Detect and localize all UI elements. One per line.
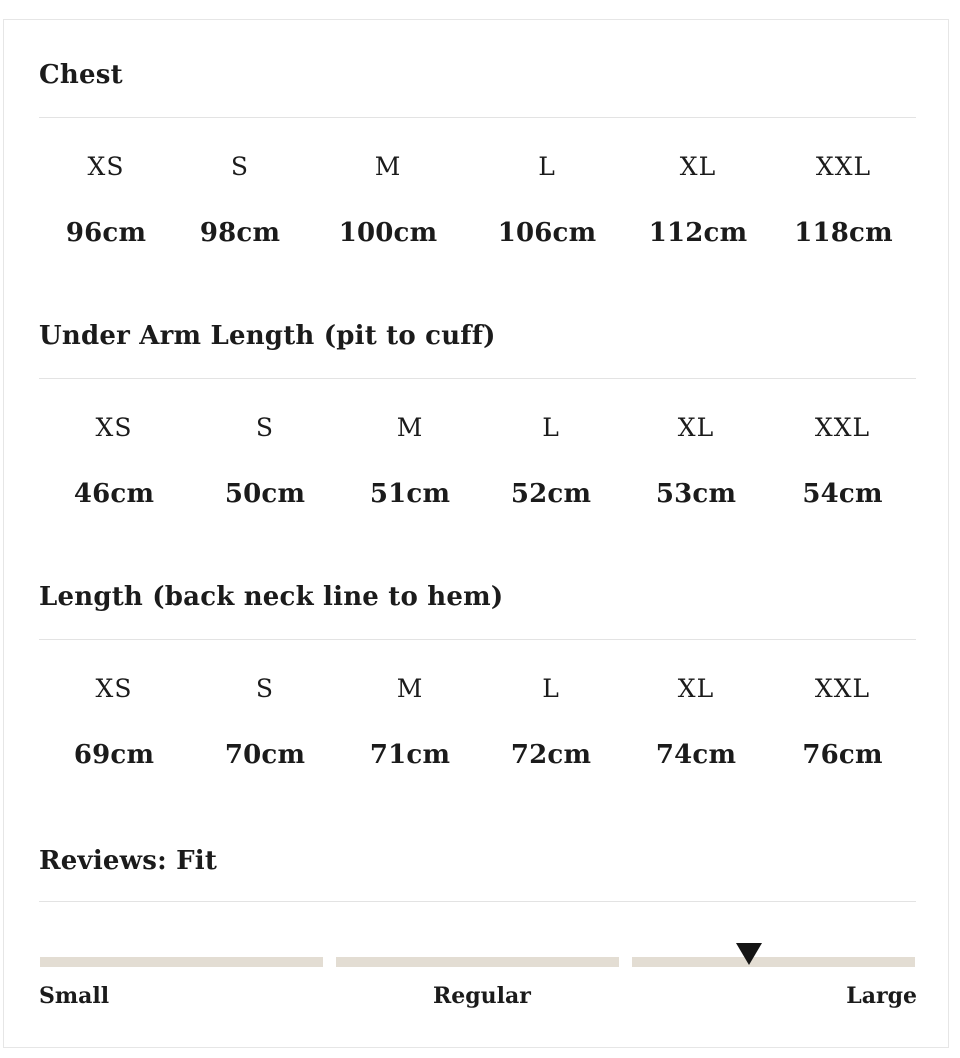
size-value: 106cm [497,218,597,248]
size-label: M [396,413,424,442]
size-label: L [538,152,556,181]
size-col-m [341,379,479,513]
size-col-xs [39,379,189,513]
size-value: 70cm [224,740,306,770]
size-label: XXL [814,413,871,442]
section-divider [39,901,916,902]
size-label: S [230,152,250,181]
size-label: XS [95,413,133,442]
size-col-xl [623,379,769,513]
size-col-l [479,640,623,774]
size-label: XXL [815,152,872,181]
size-col-m [307,118,469,252]
size-label: S [255,674,275,703]
size-col-s [189,640,341,774]
fit-bar-large [632,957,915,967]
size-label: L [542,674,560,703]
fit-label-regular: Regular [433,983,531,1009]
size-col-l [479,379,623,513]
size-col-xl [625,118,771,252]
size-value: 96cm [65,218,147,248]
size-value: 74cm [655,740,737,770]
size-value: 53cm [655,479,737,509]
size-value: 46cm [73,479,155,509]
size-value: 118cm [794,218,893,248]
size-value: 50cm [224,479,306,509]
size-label: M [374,152,402,181]
size-value: 52cm [510,479,592,509]
size-col-xs [39,118,173,252]
size-label: L [542,413,560,442]
size-col-xs [39,640,189,774]
size-value: 71cm [369,740,451,770]
size-label: M [396,674,424,703]
section-title: Chest [39,60,123,90]
size-label: XS [87,152,125,181]
size-col-m [341,640,479,774]
fit-rating-marker-icon [736,943,762,965]
size-label: S [255,413,275,442]
size-label: XL [677,674,715,703]
section-title: Length (back neck line to hem) [39,582,504,612]
size-table [39,640,916,774]
size-col-xxl [769,379,916,513]
size-col-s [189,379,341,513]
size-col-xxl [771,118,916,252]
fit-bar-regular [336,957,619,967]
size-value: 100cm [338,218,438,248]
fit-label-small: Small [39,983,110,1009]
size-value: 98cm [199,218,281,248]
size-value: 72cm [510,740,592,770]
size-table [39,379,916,513]
size-guide-card [3,19,949,1048]
size-table [39,118,916,252]
fit-label-large: Large [846,983,917,1009]
size-label: XL [677,413,715,442]
size-col-l [469,118,625,252]
reviews-fit-title: Reviews: Fit [39,846,218,876]
size-value: 54cm [802,479,883,509]
size-label: XL [679,152,717,181]
size-label: XXL [814,674,871,703]
size-col-s [173,118,307,252]
size-value: 51cm [369,479,451,509]
size-value: 112cm [648,218,748,248]
section-title: Under Arm Length (pit to cuff) [39,321,496,351]
fit-bar-small [40,957,323,967]
size-col-xl [623,640,769,774]
size-value: 76cm [802,740,883,770]
size-value: 69cm [73,740,155,770]
size-col-xxl [769,640,916,774]
size-label: XS [95,674,133,703]
